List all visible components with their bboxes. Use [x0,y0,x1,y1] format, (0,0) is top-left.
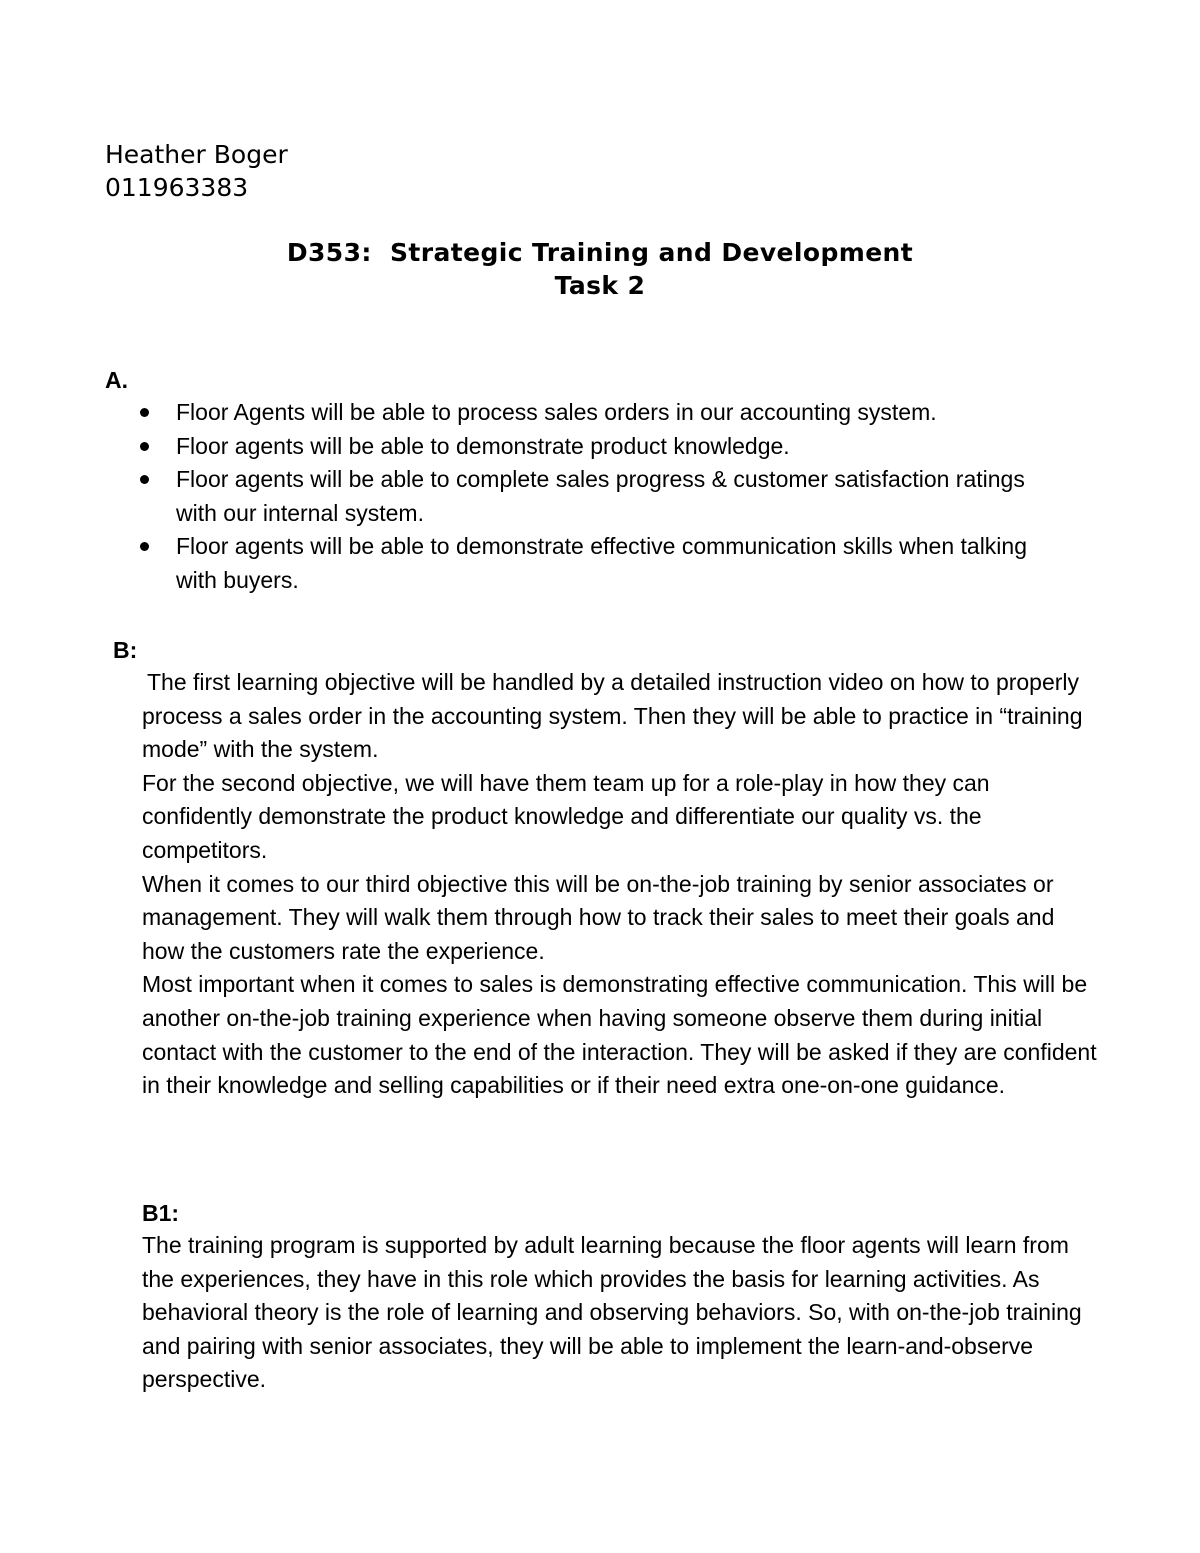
section-b-body [142,666,1102,1103]
paragraph: For the second objective, we will have them team up for a role-play in how they can confidently demonstrate the product knowledge and differentiate our quality vs. the competitors. [142,769,990,863]
bullet-icon [140,442,149,451]
task-title: Task 2 [554,271,646,300]
bullet-icon [140,542,149,551]
course-title: D353: Strategic Training and Development [286,238,914,267]
document-header [105,138,288,204]
bullet-icon [140,408,149,417]
list-item [140,396,1060,430]
section-a-bullet-list [140,396,1060,598]
list-item [140,430,1060,464]
section-a-label: A. [105,367,128,393]
section-b-label: B: [113,637,138,663]
student-id: 011963383 [105,173,249,202]
section-b1-paragraph: The training program is supported by adult learning because the floor agents will learn from the experiences, they have in this role which provides the basis for learning activities. As behavioral theory is the role of learning and observing behaviors. So, with on-the-job training and pairing with senior associates, they will be able to implement the learn-and-observe perspective. [142,1232,1082,1393]
list-item-text: Floor Agents will be able to process sales orders in our accounting system. [176,399,937,425]
list-item-text: Floor agents will be able to demonstrate effective communication skills when talking with buyers. [176,533,1027,593]
paragraph: When it comes to our third objective this will be on-the-job training by senior associates or management. They will walk them through how to track their sales to meet their goals and how the customers rate the experience. [142,870,1055,964]
list-item-text: Floor agents will be able to demonstrate product knowledge. [176,432,790,459]
list-item [140,463,1060,530]
paragraph: Most important when it comes to sales is demonstrating effective communication. This will be another on-the-job training experience when having someone observe them during initial contact with the customer to the end of the interaction. They will be asked if they are confident in their knowledge and selling capabilities or if their need extra one-on-one guidance. [142,971,1097,1099]
author-name: Heather Boger [105,140,288,169]
list-item [140,530,1060,597]
bullet-icon [140,475,149,484]
section-b1-label: B1: [142,1200,180,1226]
list-item-text: Floor agents will be able to complete sales progress & customer satisfaction ratings with our internal system. [176,466,1025,526]
paragraph: The first learning objective will be handled by a detailed instruction video on how to properly process a sales order in the accounting system. Then they will be able to practice in “training mode” with the system. [142,669,1083,763]
document-title [0,236,1200,302]
